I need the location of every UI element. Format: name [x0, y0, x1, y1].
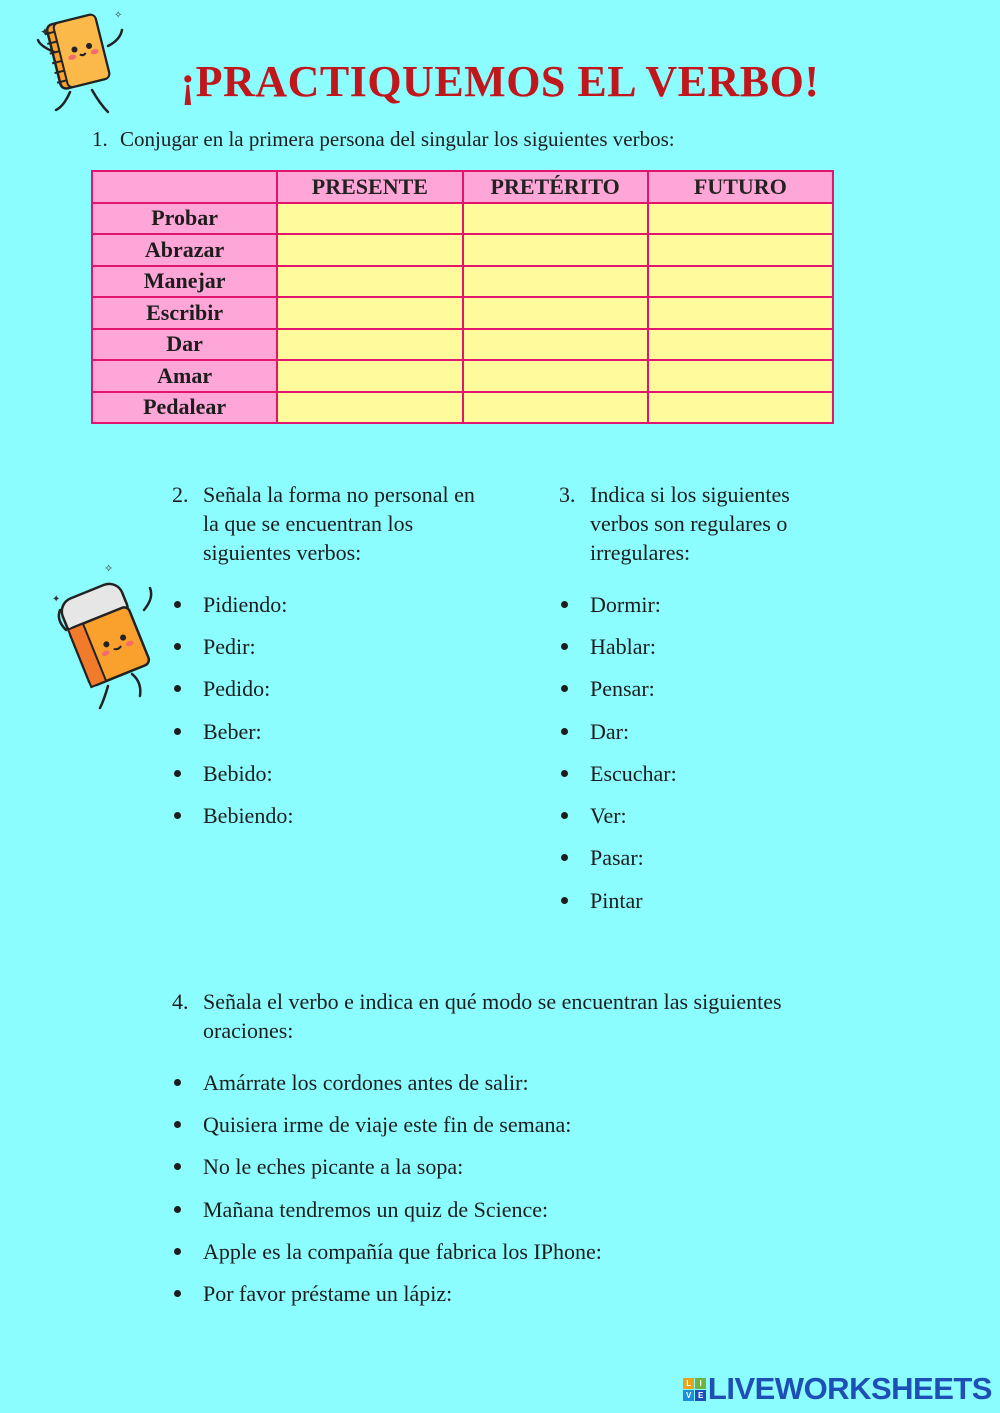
bullet-icon	[174, 685, 181, 692]
question-1-text: Conjugar en la primera persona del singular los siguientes verbos:	[120, 127, 675, 151]
table-row	[92, 266, 833, 298]
answer-cell-preterito[interactable]	[463, 234, 648, 266]
list-item	[172, 1272, 812, 1314]
answer-cell-preterito[interactable]	[463, 329, 648, 361]
question-2-text: Señala la forma no personal en la que se encuentran los siguientes verbos:	[203, 482, 475, 565]
bullet-icon	[174, 728, 181, 735]
list-item	[172, 1188, 812, 1230]
answer-cell-preterito[interactable]	[463, 297, 648, 329]
list-item-text: Pedir:	[203, 633, 256, 659]
logo-mark-letter: E	[695, 1390, 706, 1401]
answer-cell-presente[interactable]	[277, 234, 462, 266]
svg-text:✧: ✧	[114, 10, 123, 21]
row-verb-label: Dar	[92, 329, 277, 361]
list-item	[172, 1103, 812, 1145]
list-item-text: Escuchar:	[590, 760, 677, 786]
answer-cell-futuro[interactable]	[648, 297, 833, 329]
list-item-text: Bebiendo:	[203, 803, 294, 829]
list-item-text: Hablar:	[590, 633, 656, 659]
row-verb-label: Manejar	[92, 266, 277, 298]
bullet-icon	[174, 770, 181, 777]
answer-cell-presente[interactable]	[277, 329, 462, 361]
answer-cell-futuro[interactable]	[648, 360, 833, 392]
list-item-text: Pasar:	[590, 845, 644, 871]
row-verb-label: Pedalear	[92, 392, 277, 424]
question-4-list	[172, 1061, 812, 1315]
list-item	[172, 1061, 812, 1103]
list-item	[559, 879, 849, 921]
liveworksheets-logo[interactable]	[683, 1371, 992, 1407]
list-item-text: Por favor préstame un lápiz:	[203, 1281, 453, 1307]
list-item	[559, 837, 849, 879]
bullet-icon	[174, 601, 181, 608]
answer-cell-futuro[interactable]	[648, 266, 833, 298]
answer-cell-preterito[interactable]	[463, 360, 648, 392]
svg-text:✧: ✧	[104, 562, 114, 575]
question-2-list	[172, 583, 482, 837]
question-1-number: 1.	[92, 127, 108, 151]
bullet-icon	[174, 1121, 181, 1128]
bullet-icon	[174, 1163, 181, 1170]
question-2	[172, 480, 482, 837]
list-item-text: Pidiendo:	[203, 591, 288, 617]
question-4-text: Señala el verbo e indica en qué modo se encuentran las siguientes oraciones:	[203, 989, 782, 1043]
liveworksheets-logo-text: LIVEWORKSHEETS	[707, 1371, 992, 1406]
bullet-icon	[174, 1290, 181, 1297]
list-item	[172, 625, 482, 667]
answer-cell-presente[interactable]	[277, 392, 462, 424]
table-row	[92, 234, 833, 266]
logo-mark-letter: L	[683, 1378, 694, 1389]
list-item	[172, 710, 482, 752]
bullet-icon	[561, 728, 568, 735]
list-item	[559, 625, 849, 667]
list-item-text: Pintar	[590, 887, 643, 913]
table-row	[92, 297, 833, 329]
answer-cell-futuro[interactable]	[648, 203, 833, 235]
column-header: FUTURO	[648, 171, 833, 203]
logo-mark-letter: V	[683, 1390, 694, 1401]
row-verb-label: Escribir	[92, 297, 277, 329]
answer-cell-presente[interactable]	[277, 360, 462, 392]
question-3	[559, 480, 849, 921]
list-item-text: Quisiera irme de viaje este fin de semana:	[203, 1111, 572, 1137]
answer-cell-preterito[interactable]	[463, 392, 648, 424]
svg-text:✦: ✦	[52, 594, 61, 605]
table-row	[92, 360, 833, 392]
list-item	[559, 583, 849, 625]
answer-cell-futuro[interactable]	[648, 234, 833, 266]
eraser-mascot-illustration	[46, 558, 166, 718]
list-item	[559, 794, 849, 836]
question-3-text: Indica si los siguientes verbos son regulares o irregulares:	[590, 482, 790, 565]
question-4	[172, 987, 812, 1315]
question-3-list	[559, 583, 849, 921]
bullet-icon	[561, 770, 568, 777]
list-item-text: Apple es la compañía que fabrica los IPhone:	[203, 1238, 602, 1264]
question-3-number: 3.	[559, 482, 576, 507]
row-verb-label: Abrazar	[92, 234, 277, 266]
list-item-text: Pensar:	[590, 676, 655, 702]
bullet-icon	[561, 643, 568, 650]
answer-cell-preterito[interactable]	[463, 203, 648, 235]
logo-mark-letter: I	[695, 1378, 706, 1389]
list-item	[172, 583, 482, 625]
answer-cell-presente[interactable]	[277, 203, 462, 235]
list-item	[559, 668, 849, 710]
table-header-row	[92, 171, 833, 203]
list-item	[172, 794, 482, 836]
list-item-text: Amárrate los cordones antes de salir:	[203, 1069, 529, 1095]
list-item-text: Bebido:	[203, 760, 273, 786]
list-item-text: Dormir:	[590, 591, 661, 617]
row-verb-label: Amar	[92, 360, 277, 392]
question-2-number: 2.	[172, 482, 189, 507]
page-title: ¡PRACTIQUEMOS EL VERBO!	[180, 57, 820, 106]
table-row	[92, 203, 833, 235]
answer-cell-futuro[interactable]	[648, 329, 833, 361]
list-item-text: No le eches picante a la sopa:	[203, 1154, 464, 1180]
bullet-icon	[561, 854, 568, 861]
list-item	[172, 752, 482, 794]
table-row	[92, 392, 833, 424]
answer-cell-presente[interactable]	[277, 266, 462, 298]
answer-cell-preterito[interactable]	[463, 266, 648, 298]
bullet-icon	[561, 897, 568, 904]
list-item	[172, 668, 482, 710]
bullet-icon	[561, 685, 568, 692]
list-item-text: Pedido:	[203, 676, 271, 702]
column-header: PRETÉRITO	[463, 171, 648, 203]
answer-cell-futuro[interactable]	[648, 392, 833, 424]
list-item	[559, 710, 849, 752]
column-header: PRESENTE	[277, 171, 462, 203]
conjugation-table	[91, 170, 834, 424]
list-item	[172, 1146, 812, 1188]
list-item-text: Dar:	[590, 718, 630, 744]
list-item-text: Ver:	[590, 803, 627, 829]
question-1-prompt	[92, 127, 675, 152]
row-verb-label: Probar	[92, 203, 277, 235]
bullet-icon	[174, 1079, 181, 1086]
bullet-icon	[174, 643, 181, 650]
bullet-icon	[561, 601, 568, 608]
list-item-text: Mañana tendremos un quiz de Science:	[203, 1196, 549, 1222]
list-item	[559, 752, 849, 794]
bullet-icon	[174, 1248, 181, 1255]
answer-cell-presente[interactable]	[277, 297, 462, 329]
list-item-text: Beber:	[203, 718, 262, 744]
svg-text:✦: ✦	[40, 25, 51, 39]
bullet-icon	[561, 812, 568, 819]
table-corner-cell	[92, 171, 277, 203]
list-item	[172, 1230, 812, 1272]
liveworksheets-logo-icon	[683, 1378, 706, 1401]
table-row	[92, 329, 833, 361]
bullet-icon	[174, 812, 181, 819]
bullet-icon	[174, 1206, 181, 1213]
question-4-number: 4.	[172, 989, 189, 1014]
